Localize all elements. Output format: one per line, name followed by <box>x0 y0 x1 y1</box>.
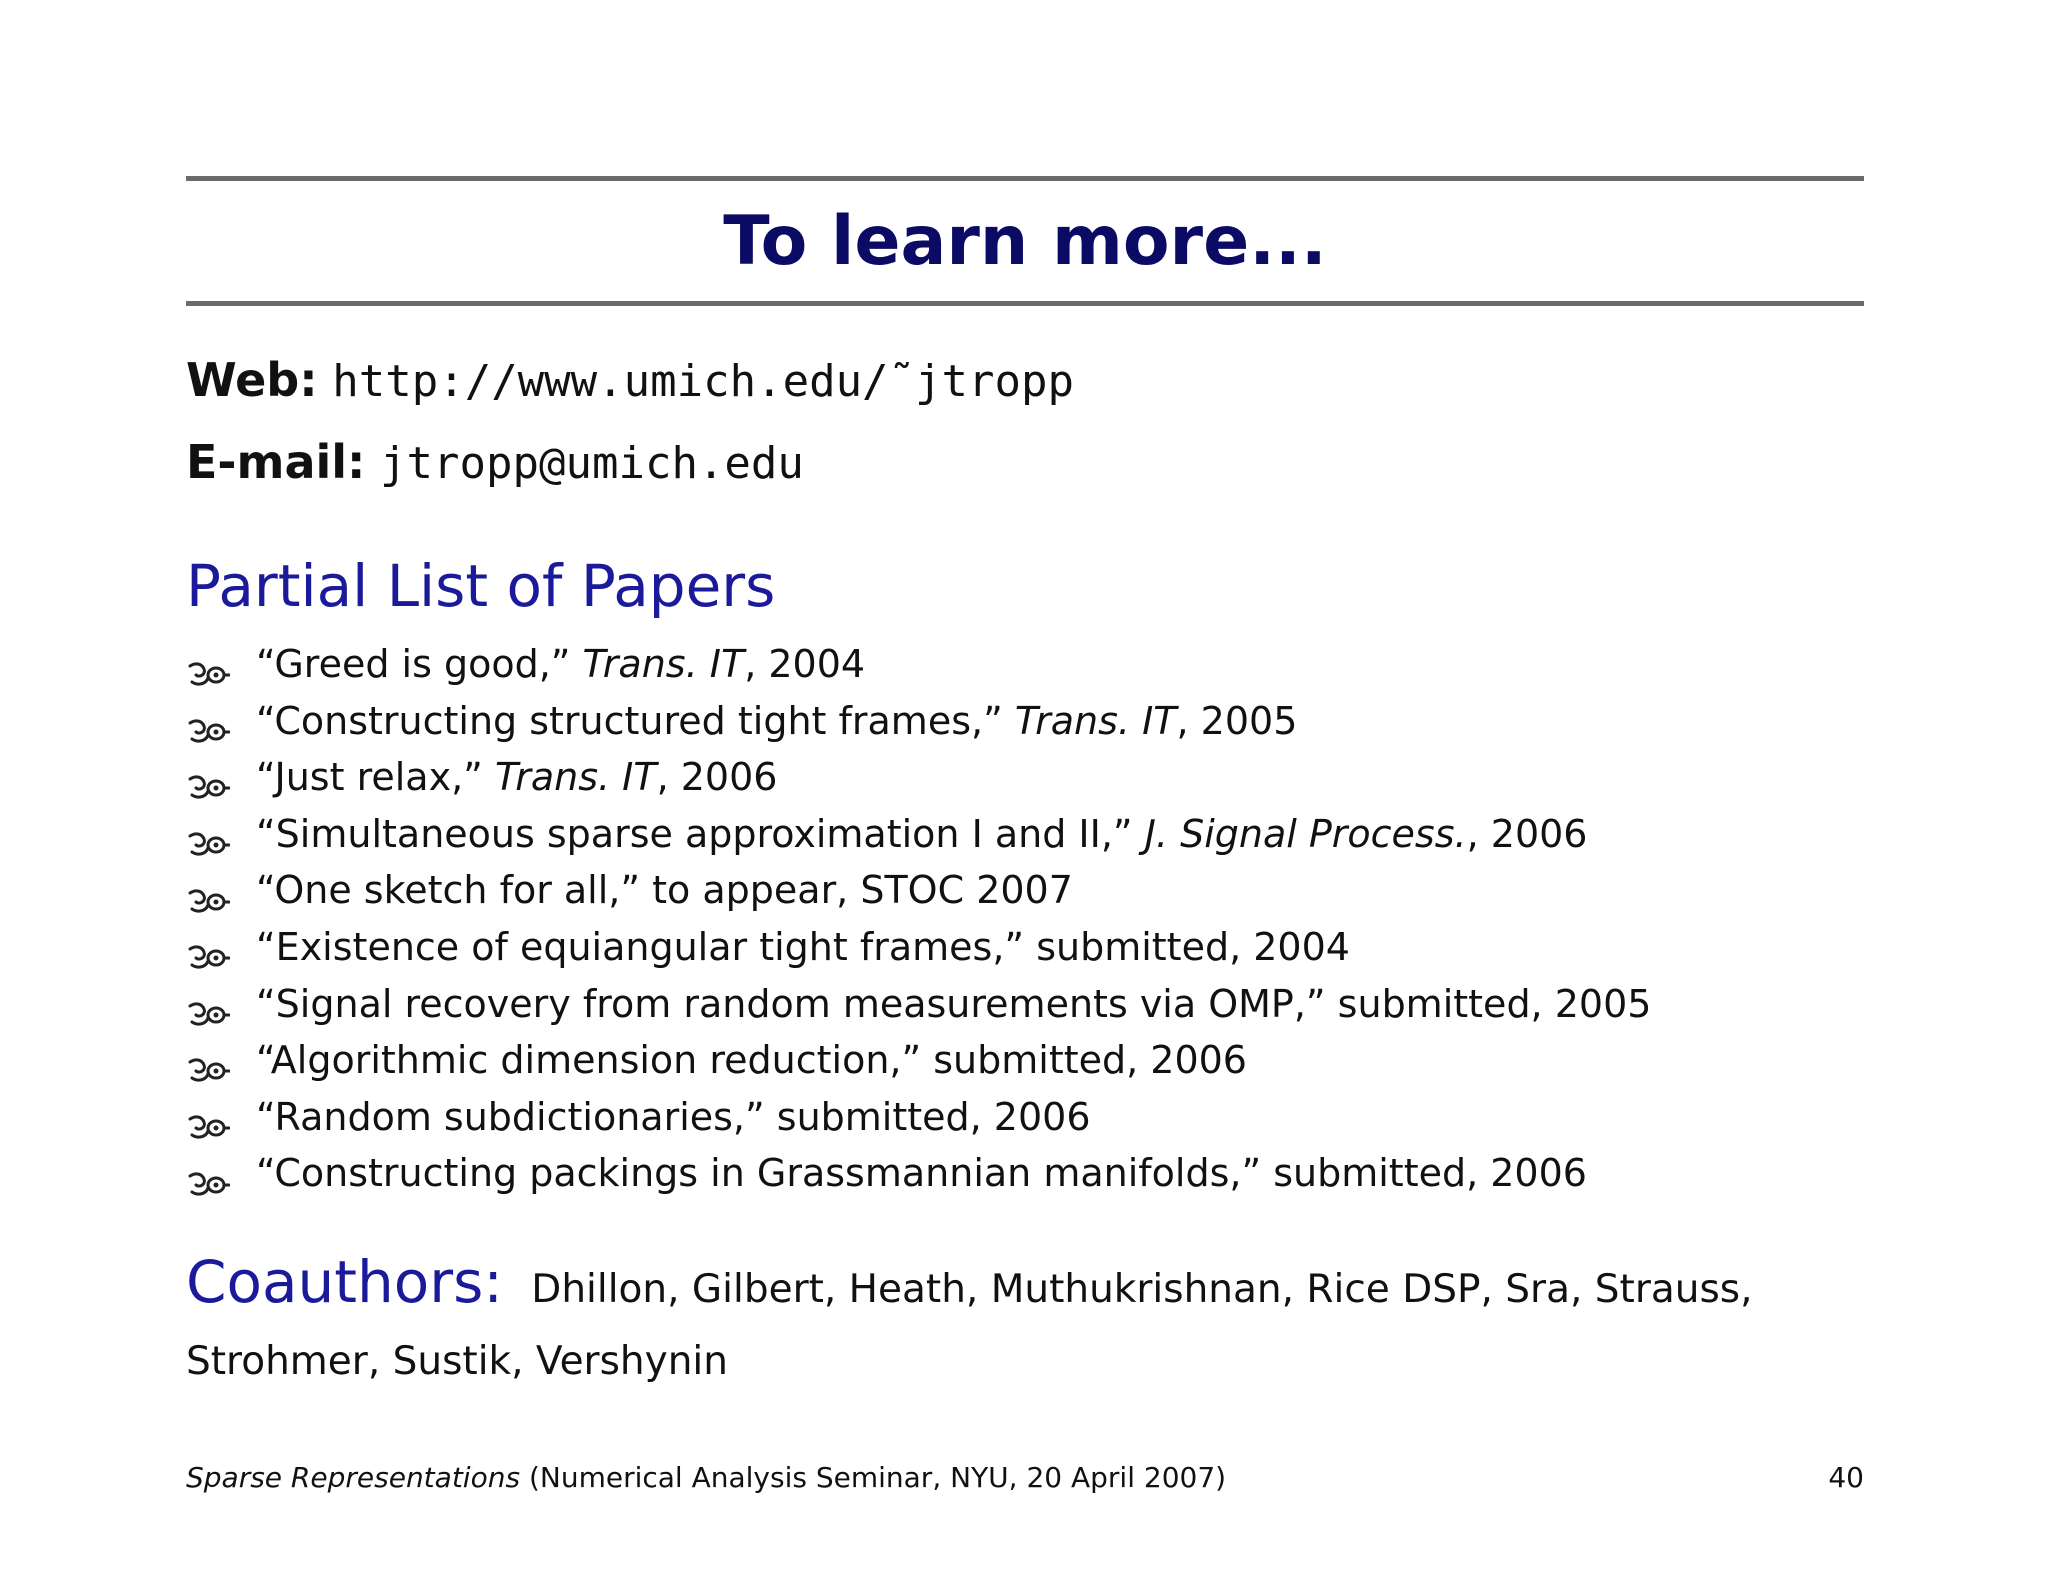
fleuron-icon <box>186 1045 230 1075</box>
coauthors-list: Dhillon, Gilbert, Heath, Muthukrishnan, Rice DSP, Sra, Strauss, Strohmer, Sustik, Vershynin <box>186 1267 1753 1384</box>
paper-item <box>186 1145 1886 1202</box>
paper-item <box>186 1089 1886 1146</box>
paper-title: “Simultaneous sparse approximation I and II,” <box>256 811 1145 856</box>
web-url: http://www.umich.edu/˜jtropp <box>332 356 1074 407</box>
paper-citation <box>256 636 865 693</box>
paper-title: “Greed is good,” <box>256 642 583 686</box>
title-rule-bottom <box>186 301 1864 306</box>
paper-citation <box>256 862 1073 919</box>
web-line <box>186 350 1074 412</box>
paper-list <box>186 636 1886 1202</box>
paper-item <box>186 1032 1886 1089</box>
fleuron-icon <box>186 649 230 679</box>
footer <box>186 1460 1226 1496</box>
paper-venue: Trans. IT <box>1014 698 1177 743</box>
email-address: jtropp@umich.edu <box>380 438 804 489</box>
footer-venue: (Numerical Analysis Seminar, NYU, 20 April 2007) <box>520 1461 1227 1494</box>
paper-citation <box>256 693 1297 750</box>
fleuron-icon <box>186 1102 230 1132</box>
fleuron-icon <box>186 762 230 792</box>
paper-year: , 2006 <box>656 755 778 800</box>
paper-title: “Algorithmic dimension reduction,” submitted, 2006 <box>256 1038 1247 1083</box>
paper-venue: Trans. IT <box>494 755 657 800</box>
paper-citation <box>256 749 777 806</box>
paper-item <box>186 636 1886 693</box>
paper-item <box>186 976 1886 1033</box>
coauthors-label: Coauthors: <box>186 1248 503 1316</box>
paper-item <box>186 806 1886 863</box>
paper-year: , 2005 <box>1176 698 1298 743</box>
paper-citation <box>256 976 1651 1033</box>
paper-citation <box>256 1089 1091 1146</box>
footer-title: Sparse Representations <box>186 1461 521 1494</box>
paper-year: , 2004 <box>744 642 866 686</box>
fleuron-icon <box>186 1159 230 1189</box>
slide-title: To learn more... <box>723 202 1327 281</box>
paper-title: “Random subdictionaries,” submitted, 2006 <box>256 1094 1091 1139</box>
fleuron-icon <box>186 706 230 736</box>
coauthors <box>186 1246 1876 1398</box>
paper-citation <box>256 1032 1247 1089</box>
page-number: 40 <box>1828 1461 1864 1494</box>
paper-title: “Constructing packings in Grassmannian manifolds,” submitted, 2006 <box>256 1151 1587 1196</box>
paper-venue: Trans. IT <box>582 642 745 686</box>
paper-title: “Just relax,” <box>256 755 495 800</box>
fleuron-icon <box>186 989 230 1019</box>
fleuron-icon <box>186 819 230 849</box>
fleuron-icon <box>186 932 230 962</box>
paper-year: , 2006 <box>1466 811 1588 856</box>
paper-citation <box>256 806 1587 863</box>
paper-item <box>186 919 1886 976</box>
paper-citation <box>256 919 1350 976</box>
paper-item <box>186 693 1886 750</box>
paper-title: “Constructing structured tight frames,” <box>256 698 1015 743</box>
title-rule-top <box>186 176 1864 181</box>
papers-heading: Partial List of Papers <box>186 552 776 620</box>
paper-title: “Existence of equiangular tight frames,” submitted, 2004 <box>256 924 1350 969</box>
paper-citation <box>256 1145 1587 1202</box>
paper-item <box>186 749 1886 806</box>
web-label: Web: <box>186 353 318 407</box>
paper-item <box>186 862 1886 919</box>
paper-title: “Signal recovery from random measurements via OMP,” submitted, 2005 <box>256 981 1652 1026</box>
fleuron-icon <box>186 876 230 906</box>
email-line <box>186 432 804 494</box>
paper-title: “One sketch for all,” to appear, STOC 2007 <box>256 868 1073 913</box>
paper-venue: J. Signal Process. <box>1144 811 1467 856</box>
email-label: E-mail: <box>186 435 366 489</box>
